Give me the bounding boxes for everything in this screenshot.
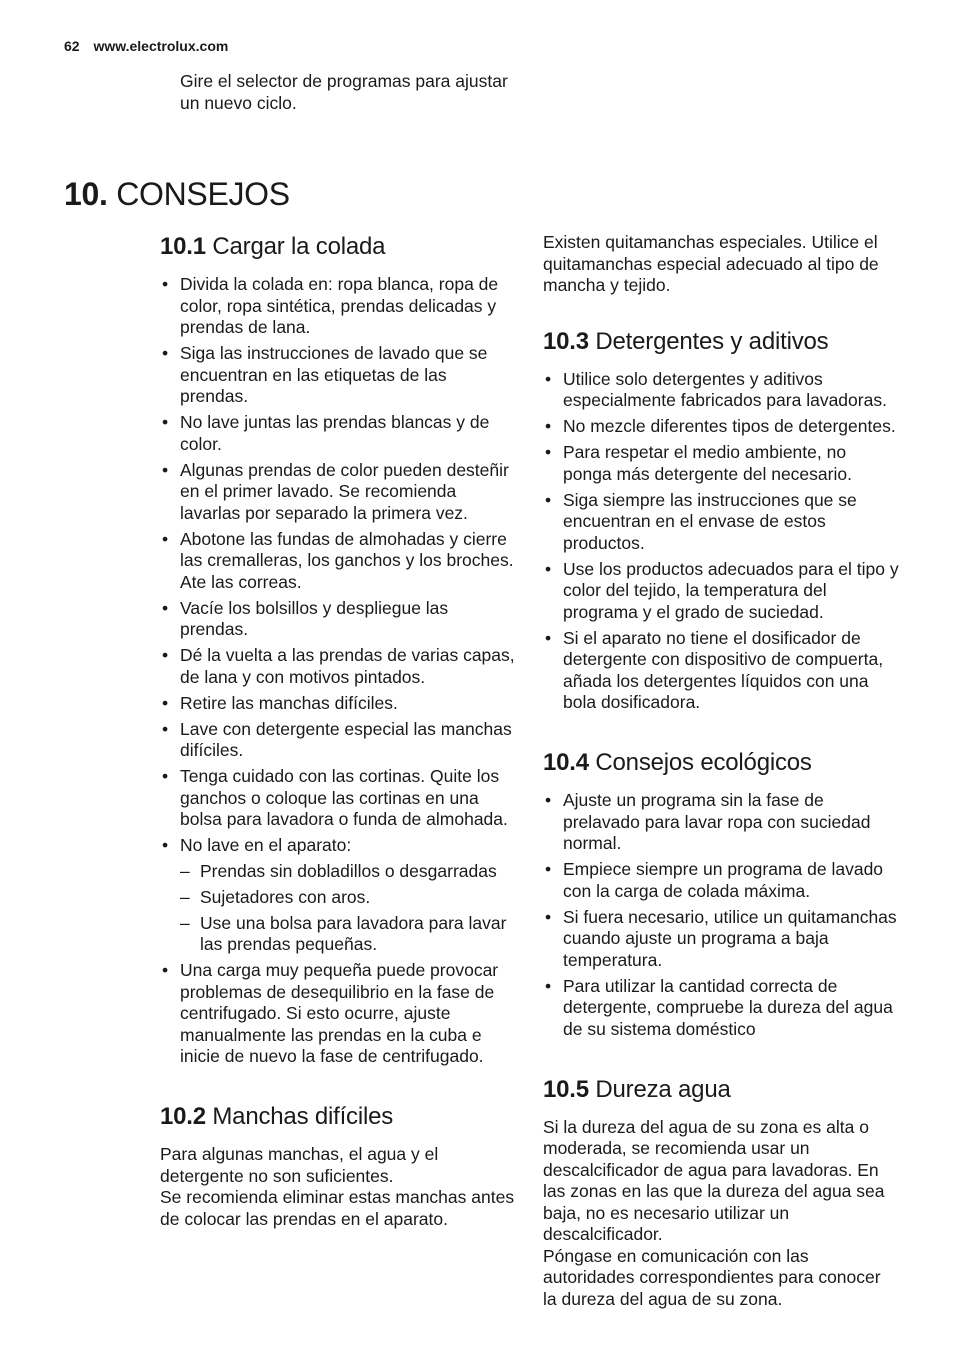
left-column [160, 232, 516, 1230]
paragraph: Para algunas manchas, el agua y el detergente no son suficientes. [160, 1144, 439, 1186]
right-column [543, 232, 899, 1310]
list-item: • No mezcle diferentes tipos de detergentes. [545, 416, 896, 436]
sub-list [180, 861, 516, 956]
sub-list-item: – Sujetadores con aros. [180, 886, 371, 907]
section-title: Dureza agua [595, 1075, 731, 1103]
tips-list-cargar [160, 274, 516, 1068]
list-item: • Empiece siempre un programa de lavado con la carga de colada máxima. [545, 859, 884, 901]
site-url: www.electrolux.com [93, 38, 229, 54]
list-item: • No lave juntas las prendas blancas y de color. [162, 412, 490, 454]
list-item: • No lave en el aparato: – Prendas sin dobladillos o desgarradas – Sujetadores con aros. – Use una bolsa para lavadora para lavar las prendas pequeñas. [160, 835, 516, 956]
tips-list-detergentes [543, 369, 899, 714]
section-number: 10.5 [543, 1075, 589, 1103]
list-item: • Si el aparato no tiene el dosificador de detergente con dispositivo de compuerta, añada los detergentes líquidos con una bola dosificadora. [545, 627, 884, 712]
section-number: 10.2 [160, 1103, 206, 1130]
list-item: • Para respetar el medio ambiente, no ponga más detergente del necesario. [545, 442, 852, 484]
section-heading-10-1 [160, 232, 516, 262]
tips-list-ecologicos [543, 790, 899, 1040]
chapter-title-text: CONSEJOS [116, 176, 290, 212]
list-item: • Lave con detergente especial las manchas difíciles. [162, 718, 512, 760]
list-item: • Siga las instrucciones de lavado que se encuentran en las etiquetas de las prendas. [162, 343, 488, 406]
list-item: • Divida la colada en: ropa blanca, ropa de color, ropa sintética, prendas delicadas y prendas de lana. [162, 274, 499, 337]
paragraph: Se recomienda eliminar estas manchas antes de colocar las prendas en el aparato. [160, 1187, 515, 1229]
section-number: 10.4 [543, 749, 589, 776]
sub-list-item: – Use una bolsa para lavadora para lavar las prendas pequeñas. [180, 912, 507, 954]
list-item: • Siga siempre las instrucciones que se encuentran en el envase de estos productos. [545, 489, 857, 553]
section-number: 10.1 [160, 233, 206, 260]
section-heading-10-3 [543, 327, 899, 357]
list-item: • Una carga muy pequeña puede provocar problemas de desequilibrio en la fase de centrifugado. Si esto ocurre, ajuste manualmente las prendas en la cuba e inicie de nuevo la fase de centrifugado. [162, 960, 499, 1066]
section-heading-10-5 [543, 1075, 899, 1105]
section-title: Cargar la colada [212, 233, 386, 260]
section-heading-10-4 [543, 748, 899, 778]
section-title: Consejos ecológicos [595, 749, 812, 776]
page-number: 62 [64, 38, 80, 54]
chapter-title [64, 174, 290, 214]
section-title: Manchas difíciles [212, 1103, 394, 1130]
page-header [64, 38, 228, 54]
list-item: • Ajuste un programa sin la fase de prelavado para lavar ropa con suciedad normal. [545, 790, 871, 853]
list-item: • Retire las manchas difíciles. [162, 692, 398, 713]
section-number: 10.3 [543, 327, 589, 355]
chapter-number: 10. [64, 176, 108, 212]
list-item: • Use los productos adecuados para el tipo y color del tejido, la temperatura del programa y el grado de suciedad. [545, 558, 899, 622]
list-item: • Algunas prendas de color pueden desteñir en el primer lavado. Se recomienda lavarlas por separado la primera vez. [162, 459, 509, 523]
sub-list-item: – Prendas sin dobladillos o desgarradas [180, 860, 497, 881]
paragraph: Póngase en comunicación con las autoridades correspondientes para conocer la dureza del agua de su zona. [543, 1245, 881, 1309]
list-item: • Tenga cuidado con las cortinas. Quite los ganchos o coloque las cortinas en una bolsa para lavadora o funda de almohada. [162, 766, 508, 829]
list-item: • Dé la vuelta a las prendas de varias capas, de lana y con motivos pintados. [162, 645, 515, 687]
list-item: • Vacíe los bolsillos y despliegue las prendas. [162, 597, 449, 639]
list-item: • Para utilizar la cantidad correcta de detergente, compruebe la dureza del agua de su sistema doméstico [545, 975, 893, 1039]
intro-text: Gire el selector de programas para ajustar un nuevo ciclo. [180, 71, 508, 113]
list-item: • Utilice solo detergentes y aditivos especialmente fabricados para lavadoras. [545, 368, 887, 410]
paragraph: Si la dureza del agua de su zona es alta o moderada, se recomienda usar un descalcificador de agua para lavadoras. En las zonas en las que la dureza del agua sea baja, no es necesario utilizar un descalcificador. [543, 1116, 885, 1244]
paragraph: Existen quitamanchas especiales. Utilice el quitamanchas especial adecuado al tipo de mancha y tejido. [543, 232, 879, 295]
section-title: Detergentes y aditivos [595, 327, 829, 355]
list-item: • Si fuera necesario, utilice un quitamanchas cuando ajuste un programa a baja temperatura. [545, 906, 897, 970]
section-heading-10-2 [160, 1102, 516, 1132]
list-item: • Abotone las fundas de almohadas y cierre las cremalleras, los ganchos y los broches. Ate las correas. [162, 528, 514, 592]
